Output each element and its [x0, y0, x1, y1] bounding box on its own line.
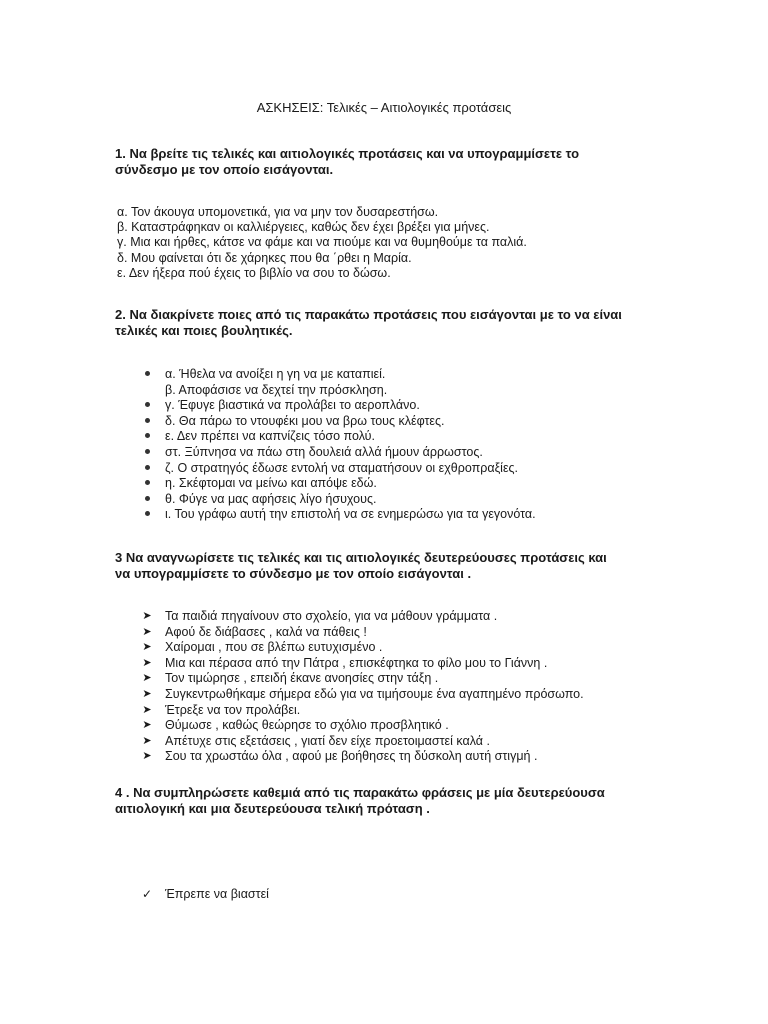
- list-item: γ. Μια και ήρθες, κάτσε να φάμε και να πιούμε και να θυμηθούμε τα παλιά.: [117, 235, 527, 250]
- list-item-text: ε. Δεν πρέπει να καπνίζεις τόσο πολύ.: [165, 429, 375, 444]
- list-item-text: ζ. Ο στρατηγός έδωσε εντολή να σταματήσουν οι εχθροπραξίες.: [165, 460, 519, 475]
- bullet-icon: [140, 367, 154, 383]
- section-4-heading: [115, 785, 675, 817]
- check-icon: ✓: [141, 887, 153, 901]
- list-item-text: β. Αποφάσισε να δεχτεί την πρόσκληση.: [165, 382, 388, 397]
- list-item: [140, 429, 536, 445]
- list-item-text: Έπρεπε να βιαστεί: [165, 887, 269, 901]
- arrow-right-icon: ➤: [142, 703, 152, 716]
- list-item-text: στ. Ξύπνησα να πάω στη δουλειά αλλά ήμουν άρρωστος.: [165, 444, 483, 459]
- list-item: [140, 625, 584, 641]
- list-item: [140, 492, 536, 508]
- arrow-right-icon: ➤: [142, 687, 152, 700]
- list-item: [140, 398, 536, 414]
- section-2-heading-line-1: 2. Να διακρίνετε ποιες από τις παρακάτω προτάσεις που εισάγονται με το να είναι: [115, 307, 622, 322]
- section-4-heading-line-1: 4 . Να συμπληρώσετε καθεμιά από τις παρακάτω φράσεις με μία δευτερεύουσα: [115, 785, 605, 800]
- list-item-text: α. Ήθελα να ανοίξει η γη να με καταπιεί.: [165, 367, 386, 381]
- list-item-text: ι. Του γράφω αυτή την επιστολή να σε ενημερώσω για τα γεγονότα.: [165, 507, 536, 522]
- list-item: [140, 367, 536, 383]
- list-item: α. Τον άκουγα υπομονετικά, για να μην τον δυσαρεστήσω.: [117, 205, 439, 219]
- section-2-heading: [115, 307, 675, 339]
- list-item: ε. Δεν ήξερα πού έχεις το βιβλίο να σου το δώσω.: [117, 265, 391, 280]
- list-item-text: Έτρεξε να τον προλάβει.: [165, 702, 301, 717]
- arrow-right-icon: ➤: [142, 610, 152, 622]
- list-item: [140, 609, 584, 625]
- section-3-list: [140, 609, 584, 765]
- list-item: [140, 476, 536, 492]
- bullet-icon: [140, 414, 154, 430]
- list-item: [140, 703, 584, 719]
- list-item-text: Αφού δε διάβασες , καλά να πάθεις !: [165, 624, 367, 639]
- arrow-right-icon: ➤: [142, 719, 152, 732]
- arrow-right-icon: ➤: [142, 656, 152, 669]
- section-1-heading-line-2: σύνδεσμο με τον οποίο εισάγονται.: [115, 162, 334, 177]
- section-1-heading: [115, 146, 675, 178]
- list-item: [140, 718, 584, 734]
- section-2-list: [140, 367, 536, 523]
- bullet-icon: [140, 429, 154, 445]
- bullet-icon: [140, 507, 154, 523]
- section-4-list: [140, 887, 269, 903]
- list-item: [140, 656, 584, 672]
- bullet-icon: [140, 492, 154, 508]
- list-item: [140, 445, 536, 461]
- list-item: β. Καταστράφηκαν οι καλλιέργειες, καθώς δεν έχει βρέξει για μήνες.: [117, 220, 490, 235]
- bullet-icon: [140, 461, 154, 477]
- list-item-text: η. Σκέφτομαι να μείνω και απόψε εδώ.: [165, 476, 377, 491]
- section-4-heading-line-2: αιτιολογική και μια δευτερεύουσα τελική πρόταση .: [115, 801, 430, 816]
- section-1-heading-line-1: 1. Να βρείτε τις τελικές και αιτιολογικές προτάσεις και να υπογραμμίσετε το: [115, 146, 580, 161]
- list-item-text: Σου τα χρωστάω όλα , αφού με βοήθησες τη δύσκολη αυτή στιγμή .: [165, 749, 538, 764]
- arrow-right-icon: ➤: [142, 672, 152, 685]
- list-item: [140, 671, 584, 687]
- section-3-heading-line-1: 3 Να αναγνωρίσετε τις τελικές και τις αιτιολογικές δευτερεύουσες προτάσεις και: [115, 550, 607, 565]
- list-item: [140, 734, 584, 750]
- section-1-list: [117, 205, 527, 281]
- list-item: [140, 414, 536, 430]
- list-item: [140, 749, 584, 765]
- list-item: [140, 383, 536, 399]
- list-item-text: Χαίρομαι , που σε βλέπω ευτυχισμένο .: [165, 640, 383, 655]
- list-item-text: Απέτυχε στις εξετάσεις , γιατί δεν είχε προετοιμαστεί καλά .: [165, 733, 490, 748]
- arrow-right-icon: ➤: [142, 750, 152, 763]
- section-3-heading-line-2: να υπογραμμίσετε το σύνδεσμο με τον οποίο εισάγονται .: [115, 566, 472, 581]
- list-item-text: Τον τιμώρησε , επειδή έκανε ανοησίες στην τάξη .: [165, 671, 439, 686]
- list-item: [140, 687, 584, 703]
- list-item: [140, 640, 584, 656]
- list-item-text: δ. Θα πάρω το ντουφέκι μου να βρω τους κλέφτες.: [165, 413, 445, 428]
- list-item-text: Τα παιδιά πηγαίνουν στο σχολείο, για να μάθουν γράμματα .: [165, 609, 498, 623]
- bullet-icon: [140, 476, 154, 492]
- arrow-right-icon: ➤: [142, 734, 152, 747]
- page-title: ΑΣΚΗΣΕΙΣ: Τελικές – Αιτιολογικές προτάσεις: [256, 100, 512, 115]
- list-item: δ. Μου φαίνεται ότι δε χάρηκες που θα ΄ρθει η Μαρία.: [117, 250, 412, 265]
- arrow-right-icon: ➤: [142, 625, 152, 638]
- list-item-text: γ. Έφυγε βιαστικά να προλάβει το αεροπλάνο.: [165, 398, 420, 413]
- section-2-heading-line-2: τελικές και ποιες βουλητικές.: [115, 323, 293, 338]
- list-item-text: θ. Φύγε να μας αφήσεις λίγο ήσυχους.: [165, 491, 377, 506]
- list-item: [140, 507, 536, 523]
- bullet-icon: [140, 445, 154, 461]
- list-item: [140, 887, 269, 903]
- section-3-heading: [115, 550, 675, 582]
- list-item-text: Θύμωσε , καθώς θεώρησε το σχόλιο προσβλητικό .: [165, 718, 449, 733]
- list-item-text: Συγκεντρωθήκαμε σήμερα εδώ για να τιμήσουμε ένα αγαπημένο πρόσωπο.: [165, 686, 584, 701]
- list-item: [140, 461, 536, 477]
- list-item-text: Μια και πέρασα από την Πάτρα , επισκέφτηκα το φίλο μου το Γιάννη .: [165, 655, 548, 670]
- bullet-icon: [140, 398, 154, 414]
- arrow-right-icon: ➤: [142, 641, 152, 654]
